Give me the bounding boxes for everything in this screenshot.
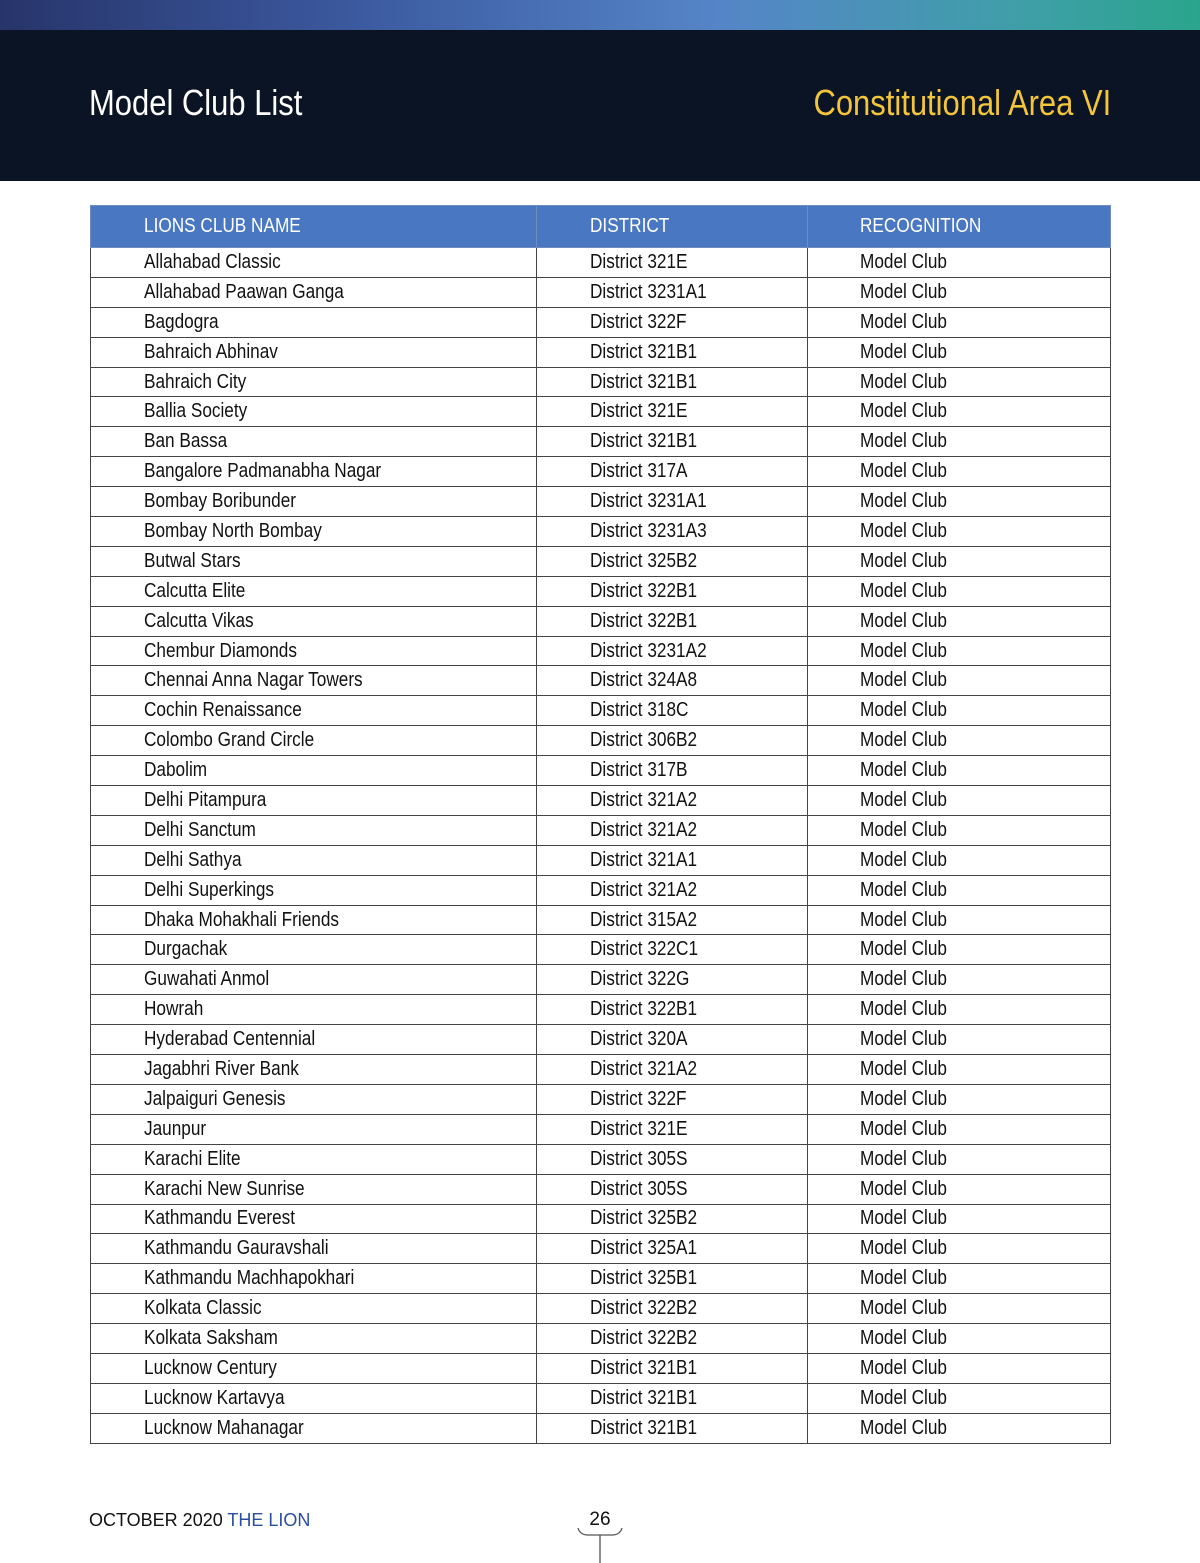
page-number: 26 [589, 1509, 611, 1530]
club-name-cell: Delhi Sanctum [91, 815, 537, 845]
page-number-bracket-icon [576, 1526, 624, 1563]
table-row [91, 427, 1111, 457]
recognition-cell: Model Club [808, 696, 1111, 726]
table-row [91, 1413, 1111, 1443]
recognition-cell: Model Club [808, 995, 1111, 1025]
table-row [91, 307, 1111, 337]
table-row [91, 517, 1111, 547]
footer-issue [89, 1510, 310, 1531]
club-name-cell: Guwahati Anmol [91, 965, 537, 995]
club-name-cell: Jalpaiguri Genesis [91, 1084, 537, 1114]
table-row [91, 845, 1111, 875]
district-cell: District 321E [537, 397, 808, 427]
district-cell: District 322B2 [537, 1324, 808, 1354]
recognition-cell: Model Club [808, 487, 1111, 517]
district-cell: District 321B1 [537, 1383, 808, 1413]
recognition-cell: Model Club [808, 367, 1111, 397]
district-cell: District 320A [537, 1025, 808, 1055]
district-cell: District 3231A2 [537, 636, 808, 666]
recognition-cell: Model Club [808, 457, 1111, 487]
club-name-cell: Hyderabad Centennial [91, 1025, 537, 1055]
club-name-cell: Calcutta Elite [91, 576, 537, 606]
district-cell: District 322G [537, 965, 808, 995]
table-row [91, 1324, 1111, 1354]
district-cell: District 322B1 [537, 995, 808, 1025]
club-name-cell: Cochin Renaissance [91, 696, 537, 726]
recognition-cell: Model Club [808, 546, 1111, 576]
top-gradient-bar [0, 0, 1200, 30]
table-row [91, 546, 1111, 576]
table-row [91, 756, 1111, 786]
recognition-cell: Model Club [808, 337, 1111, 367]
recognition-cell: Model Club [808, 666, 1111, 696]
recognition-cell: Model Club [808, 1055, 1111, 1085]
district-cell: District 325A1 [537, 1234, 808, 1264]
table-row [91, 1144, 1111, 1174]
table-row [91, 1353, 1111, 1383]
district-cell: District 321A2 [537, 815, 808, 845]
recognition-cell: Model Club [808, 606, 1111, 636]
table-body [91, 248, 1111, 1444]
district-cell: District 306B2 [537, 726, 808, 756]
recognition-cell: Model Club [808, 935, 1111, 965]
district-cell: District 321A2 [537, 1055, 808, 1085]
district-cell: District 321B1 [537, 427, 808, 457]
recognition-cell: Model Club [808, 1174, 1111, 1204]
district-cell: District 322B1 [537, 576, 808, 606]
club-name-cell: Dabolim [91, 756, 537, 786]
table-row [91, 1174, 1111, 1204]
district-cell: District 321A2 [537, 786, 808, 816]
recognition-cell: Model Club [808, 1234, 1111, 1264]
district-cell: District 322F [537, 307, 808, 337]
recognition-cell: Model Club [808, 815, 1111, 845]
footer-magazine-name: THE LION [227, 1510, 311, 1530]
club-name-cell: Dhaka Mohakhali Friends [91, 905, 537, 935]
district-cell: District 317A [537, 457, 808, 487]
recognition-cell: Model Club [808, 786, 1111, 816]
table-row [91, 487, 1111, 517]
club-name-cell: Lucknow Mahanagar [91, 1413, 537, 1443]
table-row [91, 457, 1111, 487]
table-row [91, 965, 1111, 995]
table-row [91, 1084, 1111, 1114]
column-header-recognition: RECOGNITION [808, 206, 1111, 248]
table-row [91, 337, 1111, 367]
recognition-cell: Model Club [808, 636, 1111, 666]
district-cell: District 317B [537, 756, 808, 786]
district-cell: District 325B2 [537, 546, 808, 576]
recognition-cell: Model Club [808, 1353, 1111, 1383]
table-row [91, 905, 1111, 935]
club-name-cell: Jagabhri River Bank [91, 1055, 537, 1085]
club-name-cell: Ballia Society [91, 397, 537, 427]
district-cell: District 3231A3 [537, 517, 808, 547]
recognition-cell: Model Club [808, 726, 1111, 756]
district-cell: District 305S [537, 1144, 808, 1174]
recognition-cell: Model Club [808, 427, 1111, 457]
club-name-cell: Ban Bassa [91, 427, 537, 457]
table-row [91, 606, 1111, 636]
club-name-cell: Bahraich City [91, 367, 537, 397]
column-header-district: DISTRICT [537, 206, 808, 248]
club-name-cell: Lucknow Century [91, 1353, 537, 1383]
recognition-cell: Model Club [808, 1264, 1111, 1294]
club-name-cell: Kolkata Classic [91, 1294, 537, 1324]
table-row [91, 815, 1111, 845]
page-title: Model Club List [89, 82, 303, 123]
club-name-cell: Kathmandu Everest [91, 1204, 537, 1234]
club-name-cell: Kathmandu Machhapokhari [91, 1264, 537, 1294]
club-name-cell: Jaunpur [91, 1114, 537, 1144]
club-name-cell: Butwal Stars [91, 546, 537, 576]
club-name-cell: Allahabad Paawan Ganga [91, 277, 537, 307]
table-row [91, 248, 1111, 278]
recognition-cell: Model Club [808, 1025, 1111, 1055]
table-row [91, 1114, 1111, 1144]
district-cell: District 3231A1 [537, 277, 808, 307]
table-row [91, 576, 1111, 606]
club-name-cell: Karachi Elite [91, 1144, 537, 1174]
club-name-cell: Bangalore Padmanabha Nagar [91, 457, 537, 487]
district-cell: District 322C1 [537, 935, 808, 965]
model-club-table-container [90, 205, 1110, 1444]
footer-issue-date: OCTOBER 2020 [89, 1510, 223, 1530]
recognition-cell: Model Club [808, 1114, 1111, 1144]
table-row [91, 875, 1111, 905]
table-row [91, 726, 1111, 756]
club-name-cell: Karachi New Sunrise [91, 1174, 537, 1204]
recognition-cell: Model Club [808, 1204, 1111, 1234]
club-name-cell: Lucknow Kartavya [91, 1383, 537, 1413]
club-name-cell: Howrah [91, 995, 537, 1025]
club-name-cell: Delhi Pitampura [91, 786, 537, 816]
table-row [91, 935, 1111, 965]
district-cell: District 318C [537, 696, 808, 726]
table-row [91, 277, 1111, 307]
recognition-cell: Model Club [808, 307, 1111, 337]
recognition-cell: Model Club [808, 576, 1111, 606]
club-name-cell: Durgachak [91, 935, 537, 965]
table-row [91, 1234, 1111, 1264]
club-name-cell: Allahabad Classic [91, 248, 537, 278]
recognition-cell: Model Club [808, 905, 1111, 935]
recognition-cell: Model Club [808, 397, 1111, 427]
club-name-cell: Bahraich Abhinav [91, 337, 537, 367]
club-name-cell: Colombo Grand Circle [91, 726, 537, 756]
table-row [91, 1294, 1111, 1324]
district-cell: District 321B1 [537, 367, 808, 397]
district-cell: District 321B1 [537, 1413, 808, 1443]
district-cell: District 321A1 [537, 845, 808, 875]
district-cell: District 322F [537, 1084, 808, 1114]
district-cell: District 324A8 [537, 666, 808, 696]
recognition-cell: Model Club [808, 756, 1111, 786]
district-cell: District 325B1 [537, 1264, 808, 1294]
column-header-club-name: LIONS CLUB NAME [91, 206, 537, 248]
table-header-row [91, 206, 1111, 248]
table-row [91, 1383, 1111, 1413]
club-name-cell: Chennai Anna Nagar Towers [91, 666, 537, 696]
recognition-cell: Model Club [808, 1144, 1111, 1174]
district-cell: District 322B2 [537, 1294, 808, 1324]
model-club-table [90, 205, 1111, 1444]
table-row [91, 367, 1111, 397]
table-row [91, 995, 1111, 1025]
recognition-cell: Model Club [808, 277, 1111, 307]
constitutional-area-title: Constitutional Area VI [813, 82, 1111, 123]
club-name-cell: Bombay Boribunder [91, 487, 537, 517]
table-row [91, 636, 1111, 666]
table-row [91, 1204, 1111, 1234]
recognition-cell: Model Club [808, 248, 1111, 278]
table-row [91, 786, 1111, 816]
district-cell: District 325B2 [537, 1204, 808, 1234]
recognition-cell: Model Club [808, 1084, 1111, 1114]
club-name-cell: Bombay North Bombay [91, 517, 537, 547]
table-row [91, 397, 1111, 427]
district-cell: District 305S [537, 1174, 808, 1204]
district-cell: District 315A2 [537, 905, 808, 935]
district-cell: District 3231A1 [537, 487, 808, 517]
table-row [91, 696, 1111, 726]
recognition-cell: Model Club [808, 1383, 1111, 1413]
club-name-cell: Bagdogra [91, 307, 537, 337]
district-cell: District 321B1 [537, 1353, 808, 1383]
club-name-cell: Delhi Superkings [91, 875, 537, 905]
table-row [91, 666, 1111, 696]
recognition-cell: Model Club [808, 845, 1111, 875]
table-row [91, 1264, 1111, 1294]
district-cell: District 322B1 [537, 606, 808, 636]
club-name-cell: Chembur Diamonds [91, 636, 537, 666]
recognition-cell: Model Club [808, 1294, 1111, 1324]
table-row [91, 1025, 1111, 1055]
recognition-cell: Model Club [808, 965, 1111, 995]
district-cell: District 321E [537, 248, 808, 278]
recognition-cell: Model Club [808, 1413, 1111, 1443]
recognition-cell: Model Club [808, 875, 1111, 905]
club-name-cell: Kolkata Saksham [91, 1324, 537, 1354]
district-cell: District 321B1 [537, 337, 808, 367]
club-name-cell: Kathmandu Gauravshali [91, 1234, 537, 1264]
recognition-cell: Model Club [808, 1324, 1111, 1354]
table-row [91, 1055, 1111, 1085]
club-name-cell: Calcutta Vikas [91, 606, 537, 636]
recognition-cell: Model Club [808, 517, 1111, 547]
club-name-cell: Delhi Sathya [91, 845, 537, 875]
district-cell: District 321A2 [537, 875, 808, 905]
district-cell: District 321E [537, 1114, 808, 1144]
